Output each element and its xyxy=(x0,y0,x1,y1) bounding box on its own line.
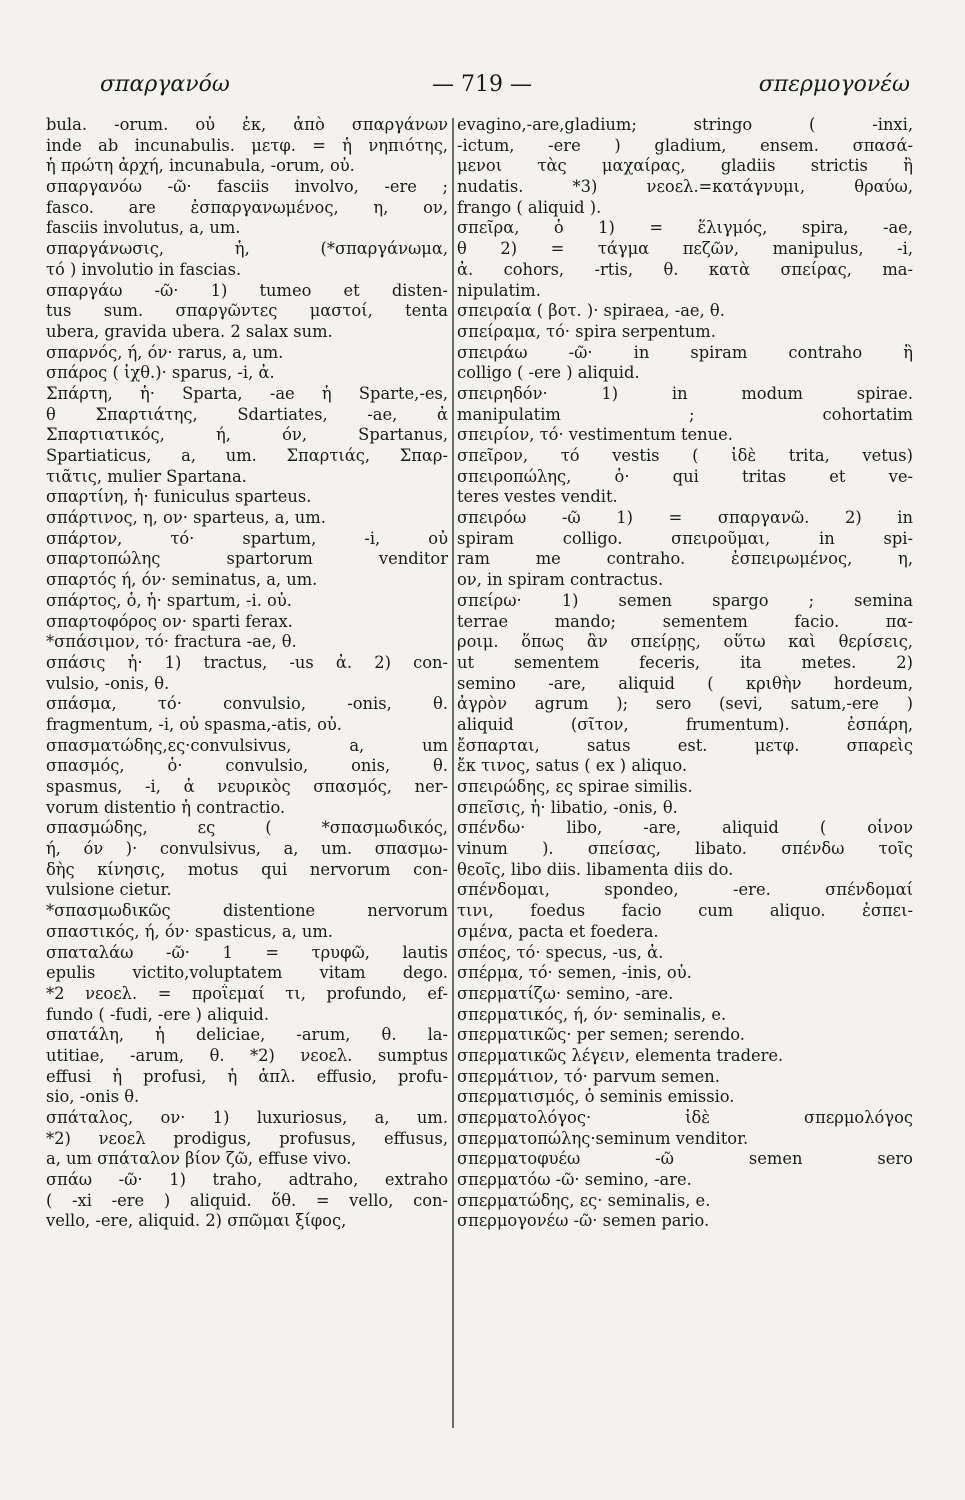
text-line: σπεῖρον, τό vestis ( ἰδὲ trita, vetus) xyxy=(457,446,913,465)
text-line: σπαργάω -ῶ· 1) tumeo et disten- xyxy=(46,280,448,300)
text-line: *2) νεοελ prodigus, profusus, effusus, xyxy=(46,1128,448,1148)
text-line: fundo ( -fudi, -ere ) aliquid. xyxy=(46,1004,270,1024)
header-right-word: σπερμογονέω xyxy=(758,72,910,97)
text-line: frango ( aliquid ). xyxy=(457,197,602,217)
text-line: σπαρτοπώλης spartorum venditor xyxy=(46,549,448,569)
text-line: σπερματικῶς· per semen; serendo. xyxy=(457,1025,745,1045)
text-line: manipulatim ; cohortatim xyxy=(457,404,913,424)
text-line: *σπασμωδικῶς distentione nervorum xyxy=(46,901,448,921)
text-line: vorum distentio ἡ contractio. xyxy=(46,797,286,817)
text-line: bula. -orum. οὐ ἐκ, ἀπὸ σπαργάνων xyxy=(46,115,448,134)
column-divider xyxy=(452,118,454,1428)
text-line: aliquid (σῖτον, frumentum). ἐσπάρη, xyxy=(457,714,913,734)
text-line: inde ab incunabulis. μετφ. = ἡ νηπιότης, xyxy=(46,135,448,155)
text-line: σπερματοπώλης·seminum venditor. xyxy=(457,1128,749,1148)
text-line: τιᾶτις, mulier Spartana. xyxy=(46,466,247,486)
text-line: σπερματικός, ή, όν· seminalis, e. xyxy=(457,1004,727,1024)
text-line: σπειρηδόν· 1) in modum spirae. xyxy=(457,383,913,403)
text-line: σπάταλος, ον· 1) luxuriosus, a, um. xyxy=(46,1108,448,1127)
text-line: Spartiaticus, a, um. Σπαρτιάς, Σπαρ- xyxy=(46,446,448,465)
text-line: semino -are, aliquid ( κριθὴν hordeum, xyxy=(457,673,913,693)
text-line: σπειροπώλης, ὁ· qui tritas et ve- xyxy=(457,466,913,486)
text-line: σπεῖρα, ὁ 1) = ἕλιγμός, spira, -ae, xyxy=(457,218,913,238)
text-line: σπατάλη, ἡ deliciae, -arum, θ. la- xyxy=(46,1025,448,1045)
text-line: spiram colligo. σπειροῦμαι, in spi- xyxy=(457,528,913,548)
text-line: σπειραία ( βοτ. )· spiraea, -ae, θ. xyxy=(457,301,725,321)
text-line: σπειρώδης, ες spirae similis. xyxy=(457,777,693,796)
text-line: ον, in spiram contractus. xyxy=(457,570,664,590)
text-line: σπαταλάω -ῶ· 1 = τρυφῶ, lautis xyxy=(46,942,448,962)
text-line: σπάρτινος, η, ον· sparteus, a, um. xyxy=(46,508,326,528)
text-line: ἔσπαρται, satus est. μετφ. σπαρεὶς xyxy=(457,735,913,755)
text-line: σπαρτίνη, ἡ· funiculus sparteus. xyxy=(46,487,312,507)
text-line: ροιμ. ὅπως ἂν σπείρῃς, οὕτω καὶ θερίσεις, xyxy=(457,632,913,652)
text-line: σπάσμα, τό· convulsio, -onis, θ. xyxy=(46,694,448,714)
text-line: μενοι τὰς μαχαίρας, gladiis strictis ἢ xyxy=(457,156,913,176)
text-line: spasmus, -i, ἀ νευρικὸς σπασμός, ner- xyxy=(46,777,448,796)
text-line: σπειρίον, τό· vestimentum tenue. xyxy=(457,425,733,445)
text-line: σπερμογονέω -ῶ· semen pario. xyxy=(457,1211,710,1231)
text-line: σπερματολόγος· ἰδὲ σπερμολόγος xyxy=(457,1108,913,1127)
page-number: — 719 — xyxy=(432,72,532,97)
text-line: ἡ πρώτη ἀρχή, incunabula, -orum, οὐ. xyxy=(46,156,355,176)
text-line: σπάω -ῶ· 1) traho, adtraho, extraho xyxy=(46,1170,448,1190)
header-left-word: σπαργανόω xyxy=(100,72,230,97)
text-line: sio, -onis θ. xyxy=(46,1087,140,1107)
text-line: σπείραμα, τό· spira serpentum. xyxy=(457,321,716,341)
text-line: ἀγρὸν agrum ); sero (sevi, satum,-ere ) xyxy=(457,694,913,714)
text-line: nipulatim. xyxy=(457,280,541,300)
text-line: σπασμός, ὁ· convulsio, onis, θ. xyxy=(46,756,448,776)
text-line: nudatis. *3) νεοελ.=κατάγνυμι, θραύω, xyxy=(457,177,913,197)
text-line: σπέρμα, τό· semen, -inis, οὐ. xyxy=(457,963,692,983)
text-line: *2 νεοελ. = προΐεμαί τι, profundo, ef- xyxy=(46,983,448,1003)
text-line: σπαρτός ή, όν· seminatus, a, um. xyxy=(46,570,318,590)
text-line: epulis victito,voluptatem vitam dego. xyxy=(46,963,448,983)
text-line: ἀ. cohors, -rtis, θ. κατὰ σπείρας, ma- xyxy=(457,259,913,279)
text-line: vulsione cietur. xyxy=(46,880,172,900)
text-line: τινι, foedus facio cum aliquo. ἐσπει- xyxy=(457,901,913,921)
text-line: ή, όν )· convulsivus, a, um. σπασμω- xyxy=(46,839,448,859)
text-line: σπερματίζω· semino, -are. xyxy=(457,983,674,1003)
text-line: σπερματώδης, ες· seminalis, e. xyxy=(457,1190,711,1210)
text-line: σπαργάνωσις, ἡ, (*σπαργάνωμα, xyxy=(46,239,448,259)
text-line: ram me contraho. ἐσπειρωμένος, η, xyxy=(457,549,913,569)
text-line: teres vestes vendit. xyxy=(457,487,618,507)
text-line: σπερματοφυέω -ῶ semen sero xyxy=(457,1149,913,1169)
text-line: σπασματώδης,ες·convulsivus, a, um xyxy=(46,735,448,755)
text-line: σμένα, pacta et foedera. xyxy=(457,921,659,941)
text-line: vinum ). σπείσας, libato. σπένδω τοῖς xyxy=(457,839,913,859)
text-line: -ictum, -ere ) gladium, ensem. σπασά- xyxy=(457,135,913,155)
text-line: θ 2) = τάγμα πεζῶν, manipulus, -i, xyxy=(457,239,913,259)
text-line: θ Σπαρτιάτης, Sdartiates, -ae, ἀ xyxy=(46,404,448,424)
text-line: σπέος, τό· specus, -us, ἀ. xyxy=(457,942,664,962)
text-line: ubera, gravida ubera. 2 salax sum. xyxy=(46,321,333,341)
text-line: evagino,-are,gladium; stringo ( -inxi, xyxy=(457,115,913,134)
text-line: τό ) involutio in fascias. xyxy=(46,259,242,279)
text-line: ( -xi -ere ) aliquid. ὅθ. = vello, con- xyxy=(46,1190,448,1210)
text-line: vello, -ere, aliquid. 2) σπῶμαι ξίφος, xyxy=(46,1211,347,1231)
text-line: σπεῖσις, ἡ· libatio, -onis, θ. xyxy=(457,797,678,817)
right-column xyxy=(457,115,913,1232)
text-line: tus sum. σπαργῶντες μαστοί, tenta xyxy=(46,301,448,321)
text-line: σπαρνός, ή, όν· rarus, a, um. xyxy=(46,342,284,362)
text-line: utitiae, -arum, θ. *2) νεοελ. sumptus xyxy=(46,1045,448,1065)
text-line: Σπαρτιατικός, ή, όν, Spartanus, xyxy=(46,425,448,445)
text-line: σπάρτος, ὁ, ἡ· spartum, -i. οὐ. xyxy=(46,590,292,610)
text-line: σπάρος ( ἰχθ.)· sparus, -i, ἀ. xyxy=(46,363,275,383)
text-line: ut sementem feceris, ita metes. 2) xyxy=(457,652,913,672)
text-line: σπερματόω -ῶ· semino, -are. xyxy=(457,1170,692,1190)
text-line: σπειρόω -ῶ 1) = σπαργανῶ. 2) in xyxy=(457,508,913,528)
text-line: effusi ἡ profusi, ἡ ἁπλ. effusio, profu- xyxy=(46,1066,448,1086)
text-line: ἔκ τινος, satus ( ex ) aliquo. xyxy=(457,756,688,776)
text-line: σπερματισμός, ὁ seminis emissio. xyxy=(457,1087,735,1107)
text-line: δὴς κίνησις, motus qui nervorum con- xyxy=(46,859,448,879)
text-line: fasciis involutus, a, um. xyxy=(46,218,241,238)
text-line: θεοῖς, libo diis. libamenta diis do. xyxy=(457,859,734,879)
text-line: σπασμώδης, ες ( *σπασμωδικός, xyxy=(46,818,448,838)
text-line: σπάσις ἡ· 1) tractus, -us ἀ. 2) con- xyxy=(46,652,448,672)
text-line: σπαρτοφόρος ον· sparti ferax. xyxy=(46,611,293,631)
text-line: σπαργανόω -ῶ· fasciis involvo, -ere ; xyxy=(46,177,448,197)
text-line: σπαστικός, ή, όν· spasticus, a, um. xyxy=(46,921,333,941)
text-line: vulsio, -onis, θ. xyxy=(46,673,170,693)
text-line: colligo ( -ere ) aliquid. xyxy=(457,363,640,383)
text-line: σπάρτον, τό· spartum, -i, οὐ xyxy=(46,528,448,548)
text-line: fasco. are ἐσπαργανωμένος, η, ον, xyxy=(46,197,448,217)
text-line: a, um σπάταλον βίον ζῶ, effuse vivo. xyxy=(46,1149,352,1169)
text-line: terrae mando; sementem facio. πα- xyxy=(457,611,913,631)
text-line: σπερματικῶς λέγειν, elementa tradere. xyxy=(457,1045,784,1065)
text-line: σπερμάτιον, τό· parvum semen. xyxy=(457,1066,720,1086)
text-line: σπείρω· 1) semen spargo ; semina xyxy=(457,590,913,610)
text-line: *σπάσιμον, τό· fractura -ae, θ. xyxy=(46,632,297,652)
text-line: σπένδομαι, spondeo, -ere. σπένδομαί xyxy=(457,880,913,900)
page-header xyxy=(60,72,910,112)
text-line: σπένδω· libo, -are, aliquid ( οἶνον xyxy=(457,818,913,838)
text-line: σπειράω -ῶ· in spiram contraho ἢ xyxy=(457,342,913,362)
text-line: fragmentum, -i, οὐ spasma,-atis, οὐ. xyxy=(46,714,342,734)
text-line: Σπάρτη, ἡ· Sparta, -ae ἡ Sparte,-es, xyxy=(46,383,448,403)
left-column xyxy=(46,115,448,1232)
